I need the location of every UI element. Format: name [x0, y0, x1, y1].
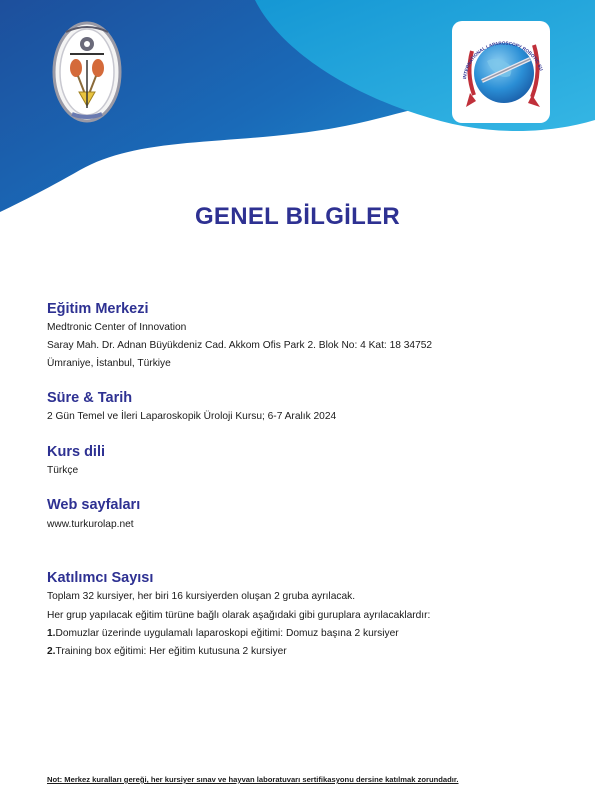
section-heading-duration-date: Süre & Tarih [47, 390, 133, 406]
list-item [47, 628, 399, 639]
website-link[interactable]: www.turkurolap.net [47, 519, 134, 530]
section-heading-participant-count: Katılımcı Sayısı [47, 570, 154, 586]
page-title: GENEL BİLGİLER [194, 203, 401, 230]
duration-date-text: 2 Gün Temel ve İleri Laparoskopik Üroloji Kursu; 6-7 Aralık 2024 [47, 411, 337, 422]
course-language-text: Türkçe [47, 465, 79, 476]
list-item-text: Domuzlar üzerinde uygulamalı laparoskopi eğitimi: Domuz başına 2 kursiyer [55, 628, 399, 639]
training-center-city: Ümraniye, İstanbul, Türkiye [47, 358, 171, 369]
list-item-text: Training box eğitimi: Her eğitim kutusuna 2 kursiyer [55, 646, 287, 657]
participant-total-text: Toplam 32 kursiyer, her biri 16 kursiyerden oluşan 2 gruba ayrılacak. [47, 591, 356, 602]
training-center-address: Saray Mah. Dr. Adnan Büyükdeniz Cad. Akkom Ofis Park 2. Blok No: 4 Kat: 18 34752 [47, 340, 433, 351]
footnote: Not: Merkez kuralları gereği, her kursiyer sınav ve hayvan laboratuvarı sertifikasyonu dersine katılmak zorundadır. [47, 775, 459, 784]
training-center-name: Medtronic Center of Innovation [47, 322, 187, 333]
list-item [47, 646, 287, 657]
section-heading-web-pages: Web sayfaları [47, 497, 141, 513]
participant-groups-text: Her grup yapılacak eğitim türüne bağlı olarak aşağıdaki gibi guruplara ayrılacaklardır: [47, 610, 431, 621]
section-heading-training-center: Eğitim Merkezi [47, 301, 149, 317]
section-heading-course-language: Kurs dili [47, 444, 106, 460]
list-item-number: 1. [47, 628, 56, 639]
association-logo [452, 21, 550, 123]
logo-ring-text: INTERNATIONAL LAPAROSCOPY ROBOTIC SU [462, 40, 544, 80]
urology-society-emblem [52, 20, 122, 126]
list-item-number: 2. [47, 646, 56, 657]
